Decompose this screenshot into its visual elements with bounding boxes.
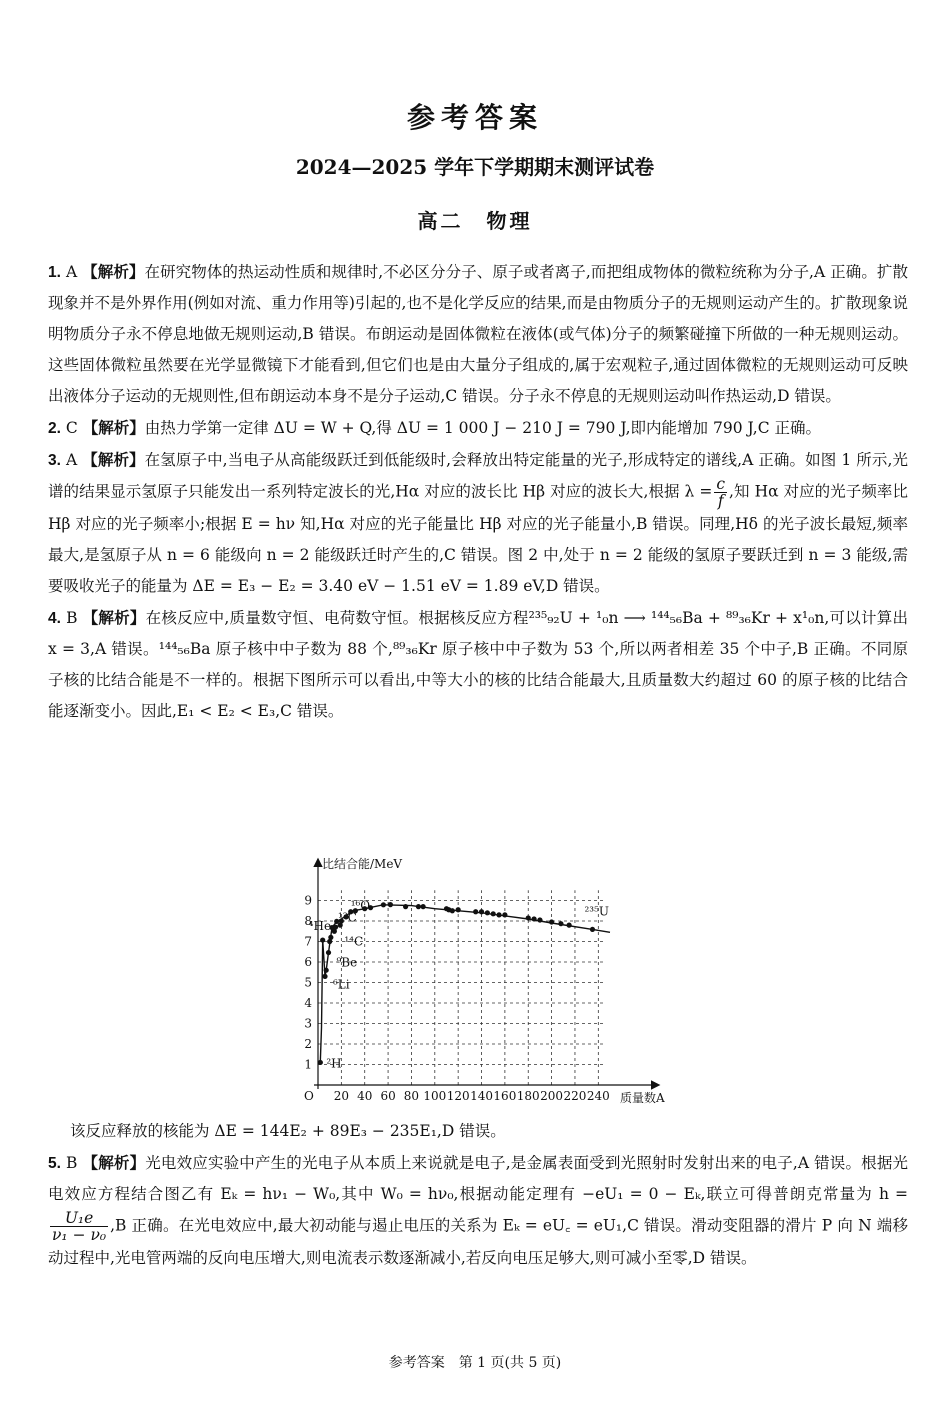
data-point — [549, 919, 554, 924]
item-text: ,知 Hα 对应的光子频率比 Hβ 对应的光子频率小;根据 E = hν 知,Hα 对应的光子能量比 Hβ 对应的光子能量小,B 错误。同理,Hδ 的光子波长最短,频率最大,是氢原子从 n = 6 能级向 n = 2 能级跃迁时产生的,C 错误。图 2 中,处于 n = 2 能级的氢原子要跃迁到 n = 3 能级,需要吸收光子的能量为 ΔE = E₃ − E₂ = 3.40 eV − 1.51 eV = 1.89 eV,D 错误。 — [48, 482, 908, 595]
x-axis-label: 质量数A — [620, 1091, 665, 1105]
item-answer: C — [65, 419, 78, 437]
data-point — [479, 909, 484, 914]
y-tick-label: 9 — [304, 893, 312, 908]
data-point — [416, 904, 421, 909]
y-tick-label: 8 — [304, 914, 312, 928]
item-text: 光电效应实验中产生的光电子从本质上来说就是电子,是金属表面受到光照射时发射出来的电子,A 错误。根据光电效应方程结合图乙有 Eₖ = hν₁ − W₀,其中 W₀ = hν₀,根据动能定理有 −eU₁ = 0 − Eₖ,联立可得普朗克常量为 h = — [48, 1154, 908, 1203]
y-tick-label: 2 — [304, 1037, 312, 1051]
binding-energy-chart — [290, 852, 680, 1112]
data-point — [403, 904, 408, 909]
data-point — [485, 910, 490, 915]
item-tag: 【解析】 — [82, 418, 145, 437]
nuclide-label: ⁶Li — [333, 977, 350, 992]
fraction-numerator: c — [716, 475, 726, 493]
page-title: 参考答案 — [406, 101, 543, 134]
data-point — [322, 974, 327, 979]
data-point — [491, 911, 496, 916]
data-point — [318, 1060, 323, 1065]
planck-fraction — [50, 1210, 108, 1243]
answer-item-4 — [48, 602, 908, 727]
item-text: 在氢原子中,当电子从高能级跃迁到低能级时,会释放出特定能量的光子,形成特定的谱线,A 正确。如图 1 所示,光谱的结果显示氢原子只能发出一系列特定波长的光,Hα 对应的波长比 Hβ 对应的波长大,根据 λ = — [48, 451, 908, 501]
answer-item-1 — [48, 256, 908, 412]
item-answer: A — [65, 263, 78, 281]
x-tick-label: 200 — [540, 1089, 564, 1103]
answer-item-5 — [48, 1147, 908, 1274]
nuclide-label: ²³⁵U — [584, 904, 610, 919]
binding-energy-curve — [320, 905, 610, 1063]
data-point — [496, 912, 501, 917]
data-point — [537, 917, 542, 922]
y-tick-label: 4 — [304, 996, 312, 1010]
item-answer: A — [65, 451, 78, 469]
answer-item-2 — [48, 412, 908, 444]
x-tick-label: 80 — [403, 1089, 420, 1103]
data-point — [531, 916, 536, 921]
subject-title: 高二 物理 — [417, 209, 533, 233]
y-axis-label: 比结合能/MeV — [322, 857, 403, 871]
answer-body-bottom — [48, 1116, 908, 1274]
nuclide-label: ⁴He — [308, 919, 332, 934]
fraction-denominator: ν₁ − ν₀ — [52, 1226, 107, 1244]
answer-item-3 — [48, 444, 908, 602]
data-point — [326, 950, 331, 955]
fraction-numerator: U₁e — [50, 1210, 108, 1227]
data-point — [502, 912, 507, 917]
answer-body-top — [48, 256, 908, 727]
item-number: 4. — [48, 610, 61, 627]
item-text: ,B 正确。在光电效应中,最大初动能与遏止电压的关系为 Eₖ = eU꜀ = eU₁,C 错误。滑动变阻器的滑片 P 向 N 端移动过程中,光电管两端的反向电压增大,则电流表示数逐渐减小,若反向电压足够大,则可减小至零,D 错误。 — [48, 1216, 908, 1267]
x-tick-label: 180 — [516, 1089, 540, 1103]
data-point — [450, 908, 455, 913]
item-number: 3. — [48, 452, 61, 469]
nuclide-label: ¹²C — [338, 910, 357, 925]
item-tag: 【解析】 — [82, 1153, 146, 1172]
item-number: 1. — [48, 264, 61, 281]
nuclide-label: ²H — [326, 1056, 342, 1071]
nuclide-label: ¹⁶O — [350, 898, 371, 913]
item-text: 由热力学第一定律 ΔU = W + Q,得 ΔU = 1 000 J − 210 J = 790 J,即内能增加 790 J,C 正确。 — [144, 419, 822, 437]
y-tick-label: 5 — [304, 975, 312, 990]
binding-energy-svg — [290, 852, 680, 1112]
nuclide-label: ¹⁴C — [344, 934, 364, 949]
data-point — [381, 902, 386, 907]
item-text: 在研究物体的热运动性质和规律时,不必区分分子、原子或者离子,而把组成物体的微粒统称为分子,A 正确。扩散现象并不是外界作用(例如对流、重力作用等)引起的,也不是化学反应的结果,而是由物质分子的无规则运动产生的。扩散现象说明物质分子永不停息地做无规则运动,B 错误。布朗运动是固体微粒在液体(或气体)分子的频繁碰撞下所做的一种无规则运动。这些固体微粒虽然要在光学显微镜下才能看到,但它们也是由大量分子组成的,属于宏观粒子,通过固体微粒的无规则运动可反映出液体分子运动的无规则性,但布朗运动本身不是分子运动,C 错误。分子永不停息的无规则运动叫作热运动,D 错误。 — [48, 263, 908, 405]
item-answer: B — [66, 609, 78, 627]
x-tick-label: 20 — [333, 1089, 350, 1103]
x-tick-label: 120 — [446, 1089, 470, 1103]
data-point — [473, 909, 478, 914]
y-tick-label: 7 — [304, 934, 312, 949]
data-point — [333, 925, 338, 930]
x-tick-label: 60 — [380, 1089, 396, 1103]
data-point — [590, 927, 595, 932]
item-answer: B — [66, 1154, 78, 1172]
origin-label: O — [304, 1089, 314, 1103]
data-point — [421, 904, 426, 909]
x-tick-label: 220 — [563, 1089, 587, 1103]
data-point — [320, 937, 325, 942]
item-text: 在核反应中,质量数守恒、电荷数守恒。根据核反应方程²³⁵₉₂U + ¹₀n ⟶ ¹⁴⁴₅₆Ba + ⁸⁹₃₆Kr + x¹₀n,可以计算出 x = 3,A 错误。¹⁴⁴₅₆Ba 原子核中中子数为 88 个,⁸⁹₃₆Kr 原子核中中子数为 53 个,所以两者相差 35 个中子,B 正确。不同原子核的比结合能是不一样的。根据下图所示可以看出,中等大小的核的比结合能最大,且质量数大约超过 60 的原子核的比结合能逐渐变小。因此,E₁ < E₂ < E₃,C 错误。 — [48, 609, 908, 720]
item-tag: 【解析】 — [82, 608, 146, 627]
exam-subtitle: 2024—2025 学年下学期期末测评试卷 — [295, 155, 655, 179]
y-tick-label: 6 — [304, 955, 312, 969]
x-tick-label: 40 — [357, 1089, 373, 1103]
page-footer: 参考答案 第 1 页(共 5 页) — [388, 1355, 562, 1371]
data-point — [567, 923, 572, 928]
data-point — [388, 902, 393, 907]
data-point — [328, 935, 333, 940]
x-tick-label: 100 — [423, 1089, 447, 1103]
y-tick-label: 3 — [304, 1016, 312, 1031]
item-number: 5. — [48, 1155, 61, 1172]
y-tick-label: 1 — [304, 1057, 312, 1072]
fraction-denominator: f — [717, 492, 724, 510]
data-point — [558, 921, 563, 926]
wavelength-fraction — [714, 476, 727, 509]
x-tick-label: 140 — [470, 1089, 493, 1103]
item-tag: 【解析】 — [82, 450, 145, 469]
nuclide-label: ⁹Be — [336, 955, 358, 970]
item-number: 2. — [48, 420, 61, 437]
data-point — [324, 968, 329, 973]
item-tag: 【解析】 — [82, 262, 145, 281]
x-tick-label: 160 — [493, 1089, 517, 1103]
x-tick-label: 240 — [586, 1089, 610, 1103]
data-point — [526, 915, 531, 920]
data-point — [456, 907, 461, 912]
answer-item-4-conclusion: 该反应释放的核能为 ΔE = 144E₂ + 89E₃ − 235E₁,D 错误。 — [70, 1122, 506, 1140]
